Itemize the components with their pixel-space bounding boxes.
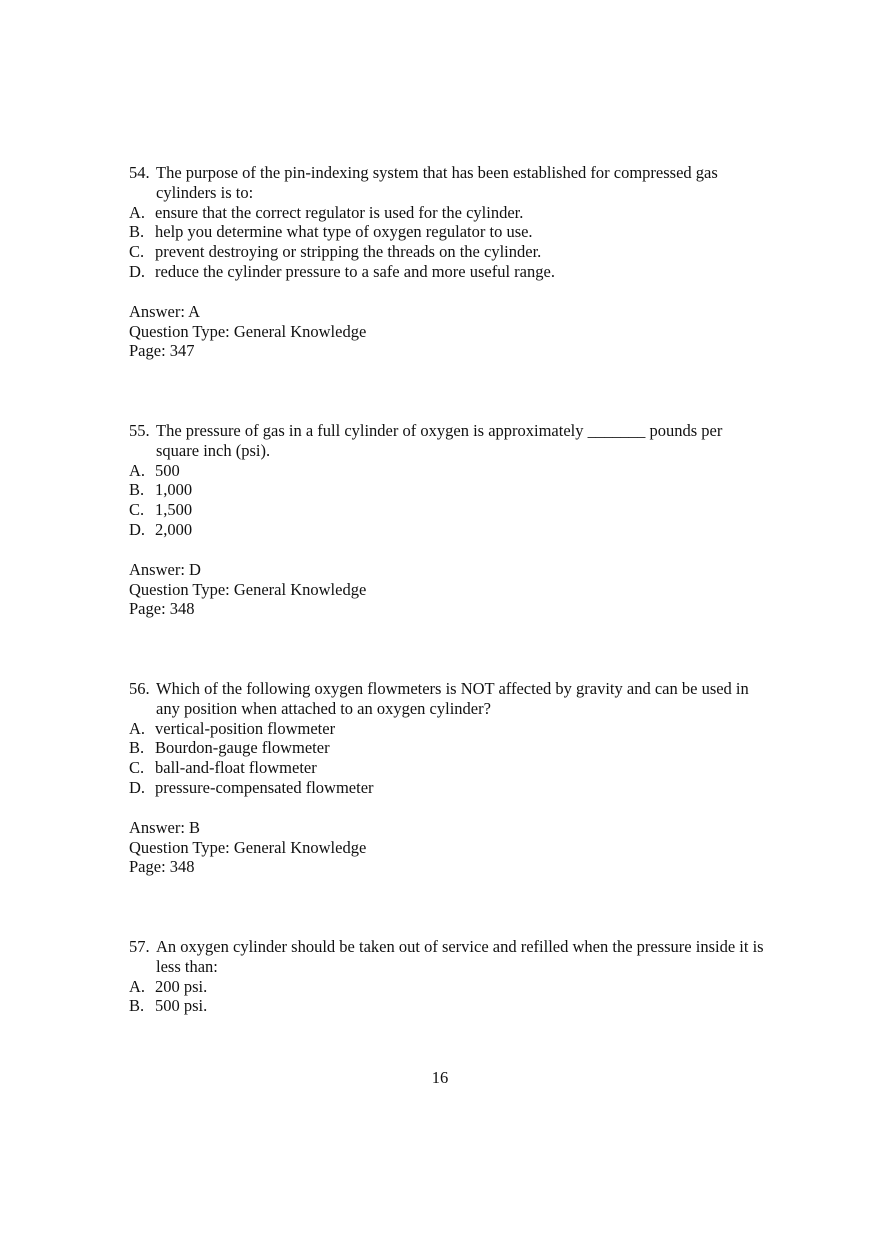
- choice-letter: D.: [129, 519, 146, 539]
- question-stem: [129, 421, 769, 461]
- choice-d: [129, 262, 769, 282]
- question-number: 54.: [129, 163, 150, 182]
- choice-letter: A.: [129, 976, 146, 996]
- choice-letter: D.: [129, 261, 146, 281]
- choice-c: [129, 758, 769, 778]
- choice-text: 2,000: [155, 519, 193, 539]
- page-reference-line: Page: 348: [129, 599, 195, 619]
- question-57: [129, 937, 769, 1016]
- question-number: 56.: [129, 679, 150, 698]
- choice-text: 500: [155, 460, 180, 480]
- question-number: 55.: [129, 421, 150, 440]
- choice-b: [129, 222, 769, 242]
- choice-d: [129, 520, 769, 540]
- answer-block: [129, 560, 769, 619]
- question-56: [129, 679, 769, 877]
- choice-text: reduce the cylinder pressure to a safe and more useful range.: [155, 261, 555, 281]
- choice-letter: A.: [129, 202, 146, 222]
- answer-line: Answer: A: [129, 301, 201, 321]
- question-text: The purpose of the pin-indexing system that has been established for compressed gas cylinders is to:: [156, 163, 718, 202]
- choice-d: [129, 778, 769, 798]
- question-stem: [129, 679, 769, 719]
- choice-text: prevent destroying or stripping the threads on the cylinder.: [155, 242, 542, 262]
- answer-block: [129, 302, 769, 361]
- page-reference-line: Page: 347: [129, 341, 195, 361]
- question-stem: [129, 937, 769, 977]
- choice-a: [129, 719, 769, 739]
- choice-letter: A.: [129, 718, 146, 738]
- question-number: 57.: [129, 937, 150, 956]
- choice-a: [129, 977, 769, 997]
- choice-b: [129, 738, 769, 758]
- choice-letter: C.: [129, 242, 145, 262]
- choice-text: ball-and-float flowmeter: [155, 758, 317, 778]
- question-text: An oxygen cylinder should be taken out of service and refilled when the pressure inside it is less than:: [156, 937, 764, 976]
- question-54: [129, 163, 769, 361]
- question-type-line: Question Type: General Knowledge: [129, 321, 367, 341]
- question-text: Which of the following oxygen flowmeters is NOT affected by gravity and can be used in any position when attached to an oxygen cylinder?: [156, 679, 749, 718]
- question-type-line: Question Type: General Knowledge: [129, 837, 367, 857]
- page-number: 16: [431, 1068, 449, 1087]
- question-stem: [129, 163, 769, 203]
- choice-letter: A.: [129, 460, 146, 480]
- page-reference-line: Page: 348: [129, 857, 195, 877]
- question-type-line: Question Type: General Knowledge: [129, 579, 367, 599]
- choice-letter: D.: [129, 777, 146, 797]
- answer-block: [129, 818, 769, 877]
- choice-text: 1,000: [155, 480, 193, 500]
- choice-letter: B.: [129, 222, 145, 242]
- choice-letter: C.: [129, 758, 145, 778]
- choice-letter: C.: [129, 500, 145, 520]
- choice-b: [129, 480, 769, 500]
- choice-c: [129, 242, 769, 262]
- choice-b: [129, 996, 769, 1016]
- answer-line: Answer: D: [129, 559, 201, 579]
- choice-c: [129, 500, 769, 520]
- choice-text: Bourdon-gauge flowmeter: [155, 738, 330, 758]
- choice-text: 200 psi.: [155, 976, 208, 996]
- choice-text: help you determine what type of oxygen regulator to use.: [155, 222, 533, 242]
- choice-a: [129, 203, 769, 223]
- question-55: [129, 421, 769, 619]
- choice-a: [129, 461, 769, 481]
- choice-letter: B.: [129, 996, 145, 1016]
- choice-text: 1,500: [155, 500, 193, 520]
- choice-letter: B.: [129, 480, 145, 500]
- choice-letter: B.: [129, 738, 145, 758]
- choice-text: ensure that the correct regulator is used for the cylinder.: [155, 202, 524, 222]
- choice-text: pressure-compensated flowmeter: [155, 777, 374, 797]
- choice-text: vertical-position flowmeter: [155, 718, 336, 738]
- choice-text: 500 psi.: [155, 996, 208, 1016]
- answer-line: Answer: B: [129, 817, 201, 837]
- question-text: The pressure of gas in a full cylinder of oxygen is approximately _______ pounds per square inch (psi).: [156, 421, 723, 460]
